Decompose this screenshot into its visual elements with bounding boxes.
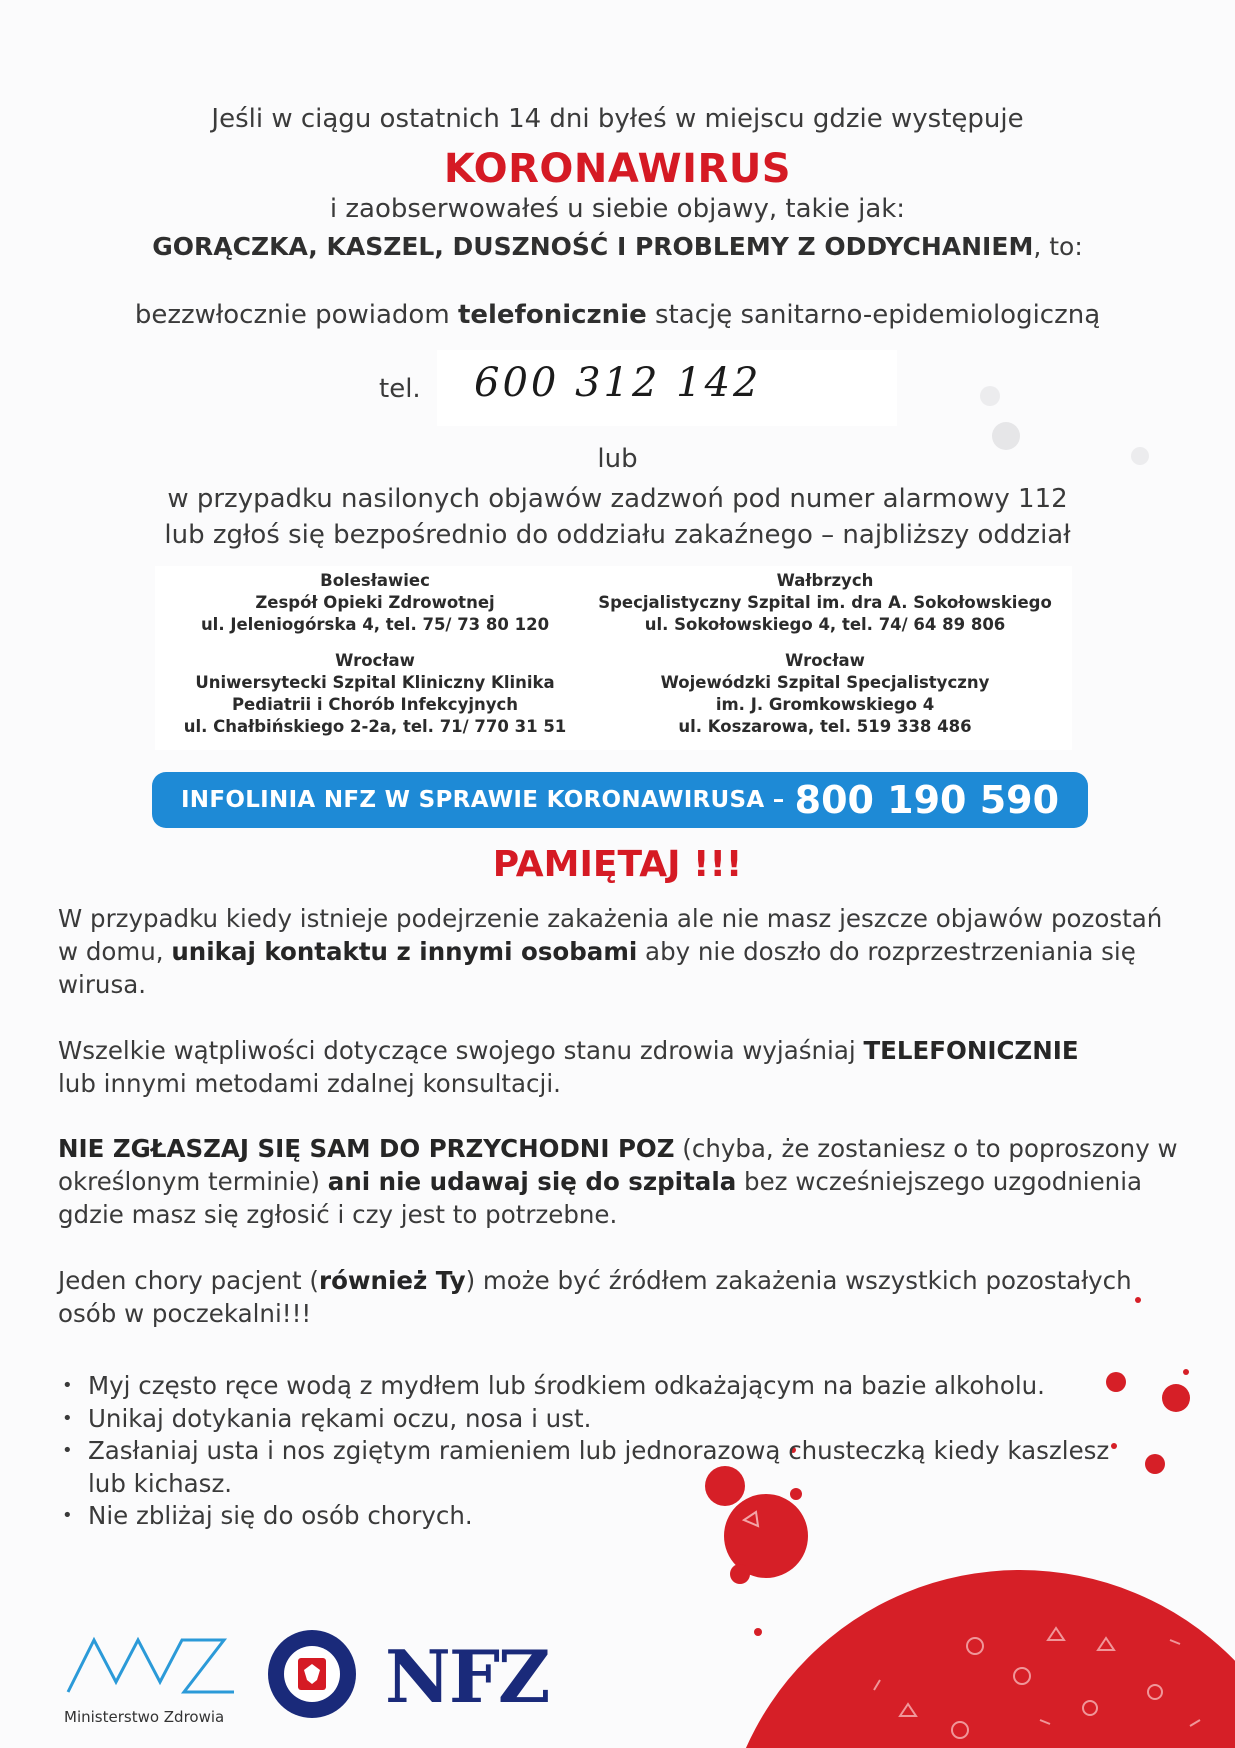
- p4-c: ) może być źródłem zakażenia wszystkich pozostałych osób w poczekalni!!!: [58, 1266, 1132, 1328]
- hospital-city: Wrocław: [785, 651, 865, 670]
- hospital-line: ul. Sokołowskiego 4, tel. 74/ 64 89 806: [644, 615, 1006, 634]
- symptoms-suffix: , to:: [1033, 232, 1083, 261]
- paragraph-stay-home: [58, 902, 1188, 1001]
- p3-d: bez wcześniejszego uzgodnienia gdzie masz się zgłosić i czy jest to potrzebne.: [58, 1167, 1143, 1229]
- p4-a: Jeden chory pacjent (: [58, 1266, 319, 1295]
- nfz-logo: NFZ: [385, 1634, 549, 1719]
- notify-after: stację sanitarno-epidemiologiczną: [646, 300, 1101, 330]
- hospital-line: ul. Koszarowa, tel. 519 338 486: [678, 717, 972, 736]
- paragraph-phone-consult: [58, 1034, 1188, 1100]
- hotline-number[interactable]: 800 190 590: [794, 778, 1060, 822]
- hospital-city: Bolesławiec: [320, 571, 430, 590]
- hospital-wroclaw-wss: [595, 650, 1055, 738]
- hygiene-tips-list: [58, 1370, 1138, 1533]
- hospital-wroclaw-usk: [155, 650, 595, 738]
- intro-line-1: Jeśli w ciągu ostatnich 14 dni byłeś w miejscu gdzie występuje: [211, 104, 1024, 134]
- hotline-text: INFOLINIA NFZ W SPRAWIE KORONAWIRUSA –: [180, 787, 785, 813]
- hospital-line: ul. Jeleniogórska 4, tel. 75/ 73 80 120: [200, 615, 550, 634]
- phone-number-handwritten[interactable]: 600 312 142: [474, 360, 762, 406]
- hospital-line: Specjalistyczny Szpital im. dra A. Sokołowskiego: [598, 593, 1052, 612]
- p1-a: W przypadku kiedy istnieje podejrzenie zakażenia ale nie masz jeszcze objawów pozostań w domu,: [58, 904, 1163, 966]
- sanitary-inspection-seal-icon: [266, 1628, 358, 1720]
- p3-a: NIE ZGŁASZAJ SIĘ SAM DO PRZYCHODNI POZ: [58, 1134, 675, 1163]
- hospital-boleslawiec: [155, 570, 595, 636]
- ministry-of-health-label: Ministerstwo Zdrowia: [64, 1708, 225, 1726]
- symptoms-list: [0, 232, 1235, 261]
- hospital-line: Pediatrii i Chorób Infekcyjnych: [231, 695, 519, 714]
- p4-b: również Ty: [318, 1266, 466, 1295]
- severe-symptoms-line-1: w przypadku nasilonych objawów zadzwoń pod numer alarmowy 112: [167, 484, 1068, 514]
- list-item: • Zasłaniaj usta i nos zgiętym ramieniem lub jednorazową chusteczką kiedy kaszlesz lub kichasz.: [58, 1435, 1138, 1500]
- paragraph-do-not-go: [58, 1132, 1188, 1231]
- paragraph-one-patient: [58, 1264, 1188, 1330]
- hospital-walbrzych: [595, 570, 1055, 636]
- p2-b: TELEFONICZNIE: [863, 1036, 1079, 1065]
- severe-symptoms-line-2: lub zgłoś się bezpośrednio do oddziału zakaźnego – najbliższy oddział: [164, 520, 1071, 550]
- notify-bold: telefonicznie: [457, 300, 647, 330]
- notify-before: bezzwłocznie powiadom: [134, 300, 458, 330]
- p3-c: ani nie udawaj się do szpitala: [327, 1167, 737, 1196]
- p3-b: (chyba, że zostaniesz o to poproszony w określonym terminie): [58, 1134, 1178, 1196]
- hospital-line: im. J. Gromkowskiego 4: [715, 695, 935, 714]
- intro-line-2: i zaobserwowałeś u siebie objawy, takie jak:: [329, 194, 906, 224]
- phone-label: tel.: [379, 374, 421, 404]
- list-item: • Unikaj dotykania rękami oczu, nosa i ust.: [58, 1403, 1138, 1436]
- hospital-city: Wrocław: [335, 651, 415, 670]
- hospital-list: [155, 566, 1072, 750]
- hospital-line: Wojewódzki Szpital Specjalistyczny: [660, 673, 990, 692]
- remember-heading: PAMIĘTAJ !!!: [492, 844, 743, 885]
- p2-a: Wszelkie wątpliwości dotyczące swojego stanu zdrowia wyjaśniaj: [58, 1036, 864, 1065]
- hospital-city: Wałbrzych: [776, 571, 874, 590]
- nfz-hotline-banner[interactable]: [152, 772, 1088, 828]
- ministry-of-health-logo-icon: [64, 1630, 244, 1700]
- symptoms-text: GORĄCZKA, KASZEL, DUSZNOŚĆ I PROBLEMY Z ODDYCHANIEM: [152, 232, 1034, 261]
- notify-instruction: [0, 300, 1235, 330]
- list-item: • Nie zbliżaj się do osób chorych.: [58, 1500, 1138, 1533]
- headline-koronawirus: KORONAWIRUS: [443, 146, 792, 192]
- hospital-line: Uniwersytecki Szpital Kliniczny Klinika: [195, 673, 555, 692]
- p2-c: lub innymi metodami zdalnej konsultacji.: [58, 1069, 561, 1098]
- or-text: lub: [597, 444, 638, 474]
- hospital-line: Zespół Opieki Zdrowotnej: [255, 593, 495, 612]
- p1-c: aby nie doszło do rozprzestrzeniania się wirusa.: [58, 937, 1136, 999]
- hospital-line: ul. Chałbińskiego 2-2a, tel. 71/ 770 31 51: [183, 717, 567, 736]
- p1-b: unikaj kontaktu z innymi osobami: [171, 937, 638, 966]
- list-item: • Myj często ręce wodą z mydłem lub środkiem odkażającym na bazie alkoholu.: [58, 1370, 1138, 1403]
